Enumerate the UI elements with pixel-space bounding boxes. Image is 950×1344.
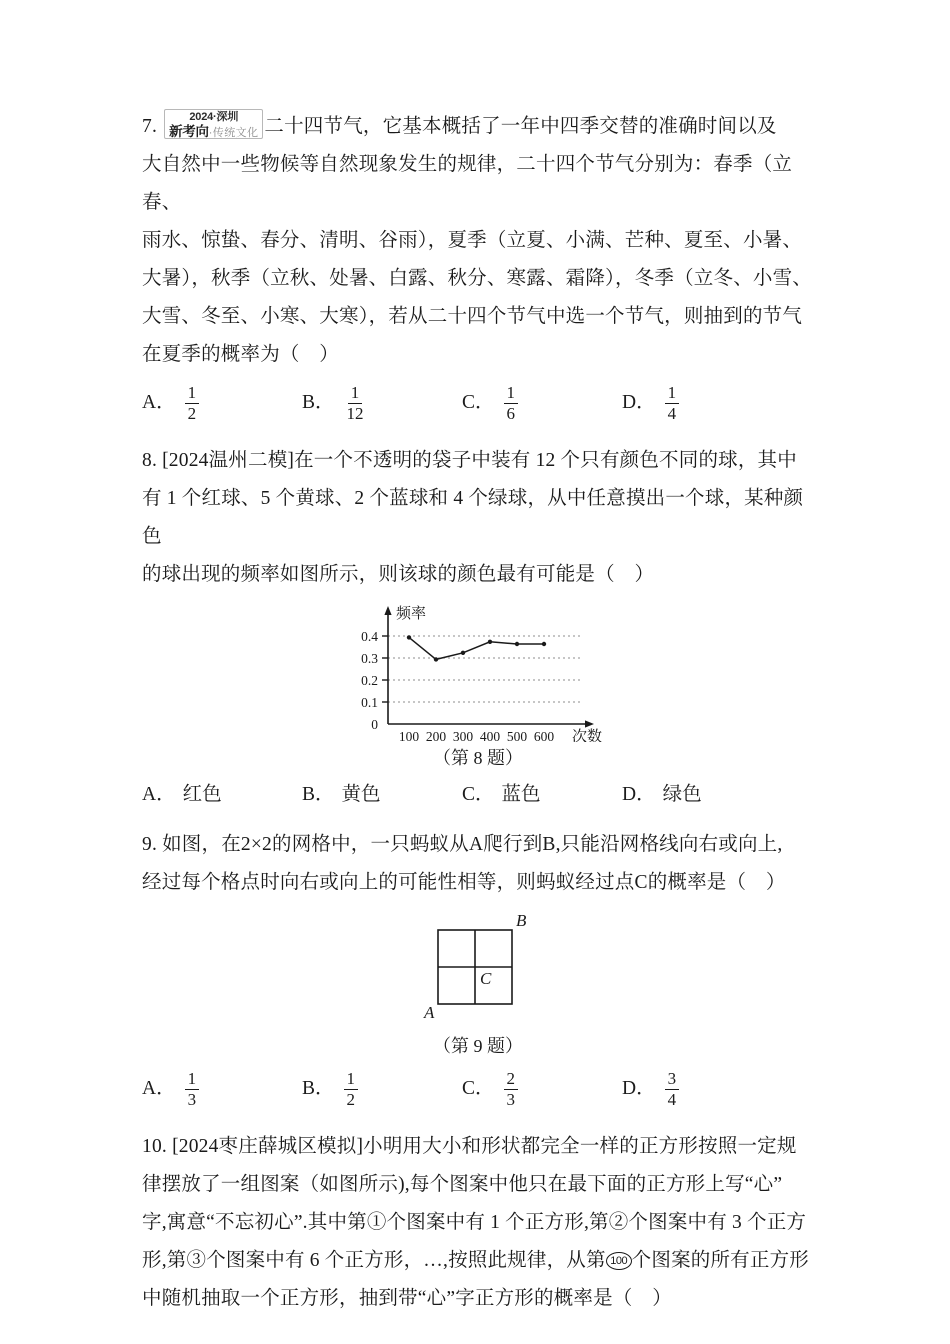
circled-marker-3: ③ [186,1250,207,1271]
chart-y-axis [382,606,392,724]
fraction-numerator: 1 [665,384,680,404]
fraction-denominator: 3 [187,1089,197,1109]
badge-separator: · [208,127,213,139]
question-10-line-3: 字,寓意“不忘初心”.其中第①个图案中有 1 个正方形,第②个图案中有 3 个正方 [142,1212,807,1233]
chart-data-line [409,637,544,659]
option-label: A． [142,392,176,413]
chart-x-axis [388,720,594,727]
fraction-denominator: 3 [506,1089,516,1109]
option-label: A． [142,784,176,805]
chart-ytick-2: 0.2 [361,673,378,688]
chart-xtick-4: 500 [506,729,528,742]
question-9-option-a[interactable] [142,1070,302,1109]
question-9-text-1: 如图，在2×2的网格中，一只蚂蚁从A爬行到B,只能沿网格线向右或向上, [162,834,783,855]
frequency-line-chart [328,602,628,742]
grid-label-c: C [480,969,492,988]
badge-bottom-line [169,123,258,140]
question-9-figure-caption: （第 9 题） [433,1036,523,1056]
option-label: B． [302,1078,335,1099]
option-label: B． [302,392,335,413]
question-8-line-2: 有 1 个红球、5 个黄球、2 个蓝球和 4 个绿球，从中任意摸出一个球，某种颜色 [142,488,804,547]
question-7-option-a[interactable] [142,384,302,423]
question-7-line-5: 大雪、冬至、小寒、大寒），若从二十四个节气中选一个节气，则抽到的节气 [142,306,803,327]
fraction-numerator: 2 [504,1070,519,1090]
fraction [185,384,200,423]
question-7-line-6: 在夏季的概率为（ ） [142,344,340,365]
question-8-option-c[interactable] [462,780,622,810]
fraction [504,384,519,423]
fraction-denominator: 2 [346,1089,356,1109]
question-8-figure [142,602,814,742]
chart-svg [328,602,628,742]
question-7-option-c[interactable] [462,384,622,423]
question-10-text-4b: 个图案中有 6 个正方形，…,按照此规律，从第 [206,1250,606,1271]
question-7-line-2: 大自然中一些物候等自然现象发生的规律，二十四个节气分别为：春季（立春、 [142,154,793,213]
option-text: 蓝色 [501,784,541,805]
option-label: D． [622,392,656,413]
question-7-option-b[interactable] [302,384,462,423]
option-label: B． [302,784,335,805]
question-7-option-d[interactable] [622,384,681,423]
question-9-option-c[interactable] [462,1070,622,1109]
option-label: D． [622,1078,656,1099]
question-10-line-2: 律摆放了一组图案（如图所示),每个图案中他只在最下面的正方形上写“心” [142,1174,783,1195]
fraction-numerator: 1 [344,1070,359,1090]
circled-marker-100: 100 [606,1252,632,1270]
question-9-option-b[interactable] [302,1070,462,1109]
fraction [185,1070,200,1109]
question-8-source-tag: [2024温州二模] [162,450,295,471]
question-9-option-d[interactable] [622,1070,681,1109]
question-7-number: 7. [142,116,158,137]
chart-ytick-0: 0 [371,717,378,732]
fraction [665,384,680,423]
question-7-text-1: 二十四节气，它基本概括了一年中四季交替的准确时间以及 [264,116,777,137]
question-9 [142,826,814,1112]
option-label: A． [142,1078,176,1099]
option-label: D． [622,784,656,805]
question-8-option-d[interactable] [622,780,702,810]
fraction-denominator: 2 [187,403,197,423]
fraction [665,1070,680,1109]
option-label: C． [462,1078,495,1099]
chart-xtick-0: 100 [398,729,420,742]
chart-xtick-3: 400 [479,729,501,742]
question-10-line-1 [142,1128,814,1166]
question-8 [142,442,814,810]
fraction [344,384,367,423]
chart-xtick-1: 200 [425,729,447,742]
question-10-text-4c: 个图案的所有正方形 [631,1250,809,1271]
fraction-numerator: 1 [504,384,519,404]
question-7-line-1 [142,108,814,146]
question-9-line-2: 经过每个格点时向右或向上的可能性相等，则蚂蚁经过点C的概率是（ ） [142,872,786,893]
option-text: 绿色 [662,784,702,805]
question-9-number: 9. [142,834,158,855]
question-10-text-1: 小明用大小和形状都完全一样的正方形按照一定规 [363,1136,797,1157]
question-10-number: 10. [142,1136,167,1157]
question-8-options [142,780,814,810]
question-9-figure [142,912,814,1030]
question-7-line-3: 雨水、惊蛰、春分、清明、谷雨），夏季（立夏、小满、芒种、夏至、小暑、 [142,230,803,251]
chart-xtick-2: 300 [452,729,474,742]
question-8-figure-caption: （第 8 题） [433,748,523,768]
fraction-denominator: 12 [346,403,364,423]
question-8-line-3: 的球出现的频率如图所示，则该球的颜色最有可能是（ ） [142,564,655,585]
fraction-denominator: 6 [506,403,516,423]
option-label: C． [462,392,495,413]
badge-weak-text: 传统文化 [212,127,259,139]
question-8-text-1: 在一个不透明的袋子中装有 12 个只有颜色不同的球，其中 [294,450,797,471]
fraction-denominator: 4 [667,403,677,423]
lattice-grid-figure [408,912,548,1030]
question-10-line-4 [142,1242,814,1280]
chart-data-points [407,635,546,661]
grid-label-a: A [424,1003,435,1022]
fraction-numerator: 1 [348,384,363,404]
fraction [344,1070,359,1109]
chart-ytick-4: 0.4 [361,629,378,644]
chart-y-axis-title: 频率 [396,606,427,622]
fraction-denominator: 4 [667,1089,677,1109]
option-text: 黄色 [341,784,381,805]
question-9-options [142,1066,814,1112]
question-10-line-5: 中随机抽取一个正方形，抽到带“心”字正方形的概率是（ ） [142,1288,672,1309]
question-8-number: 8. [142,450,158,471]
question-7-line-4: 大暑），秋季（立秋、处暑、白露、秋分、寒露、霜降），冬季（立冬、小雪、 [142,268,813,289]
chart-x-axis-title: 次数 [572,729,603,742]
fraction-numerator: 1 [185,384,200,404]
chart-gridlines [388,636,580,702]
fraction [504,1070,519,1109]
question-7-options [142,380,814,426]
option-label: C． [462,784,495,805]
grid-svg [408,912,548,1030]
badge-year-region: 2024·深圳 [189,111,239,123]
grid-lines [438,930,512,1004]
grid-label-b: B [516,912,527,930]
question-7 [142,108,814,426]
page-content [142,108,814,1334]
new-exam-direction-badge [164,109,263,139]
badge-strong-text: 新考向 [169,124,209,139]
option-text: 红色 [182,784,222,805]
question-10-text-4a: 形,第 [142,1250,187,1271]
chart-ytick-1: 0.1 [361,695,378,710]
question-8-option-a[interactable] [142,780,302,810]
question-10 [142,1128,814,1318]
question-8-option-b[interactable] [302,780,462,810]
question-9-line-1 [142,826,814,864]
chart-xtick-5: 600 [533,729,555,742]
fraction-numerator: 3 [665,1070,680,1090]
question-8-line-1 [142,442,814,480]
question-10-source-tag: [2024枣庄薛城区模拟] [172,1136,364,1157]
chart-ytick-3: 0.3 [361,651,378,666]
fraction-numerator: 1 [185,1070,200,1090]
